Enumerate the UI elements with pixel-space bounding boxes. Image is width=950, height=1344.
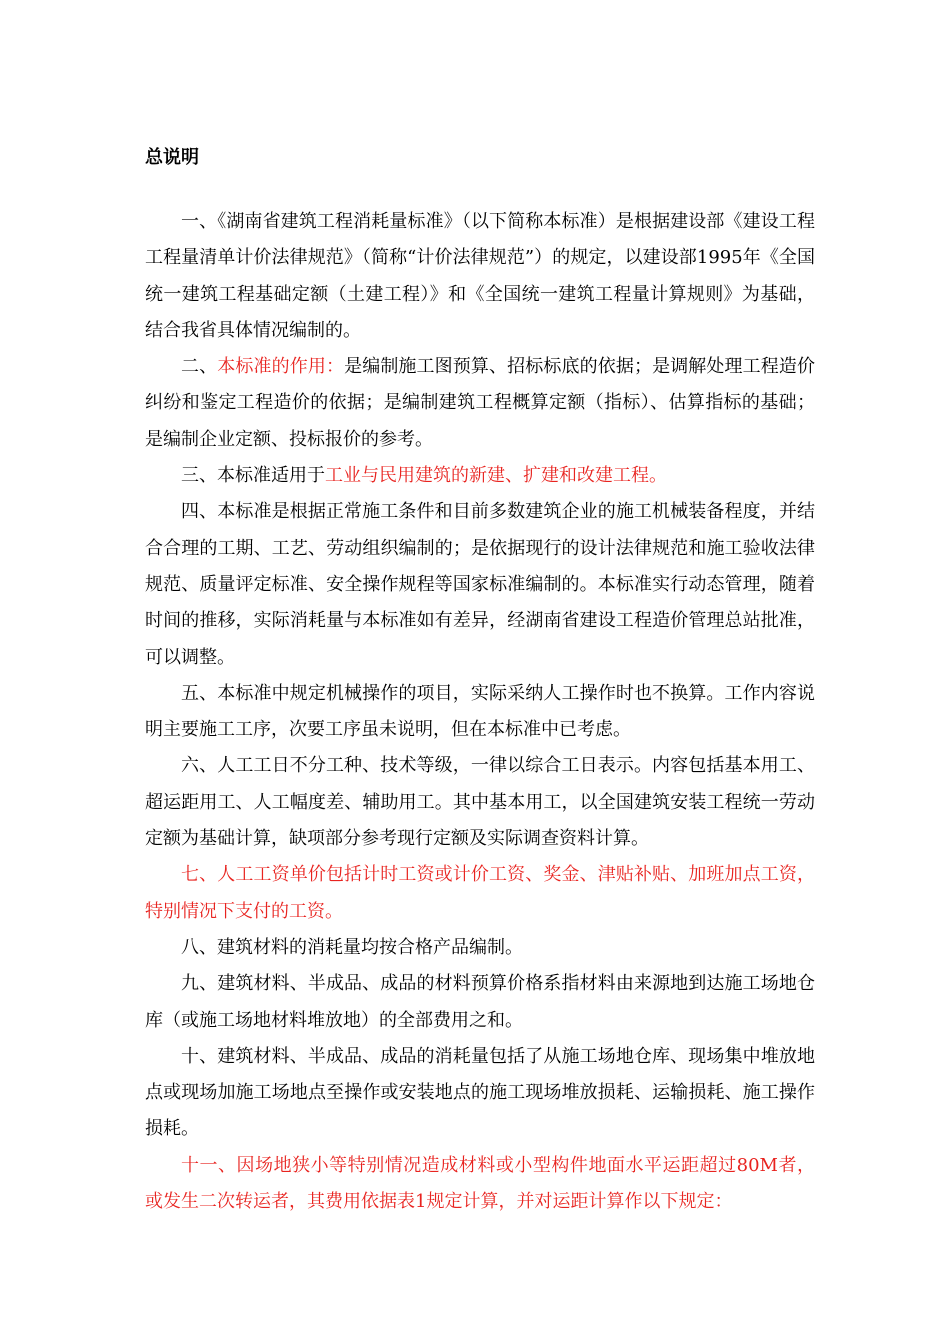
paragraph-7: [145, 857, 815, 930]
paragraph-text: 六、人工工日不分工种、技术等级，一律以综合工日表示。内容包括基本用工、超运距用工、人工幅度差、辅助用工。其中基本用工，以全国建筑安装工程统一劳动定额为基础计算，缺项部分参考现行定额及实际调查资料计算。: [145, 755, 815, 850]
paragraph-text: 是编制施工图预算、招标标底的依据；是调解处理工程造价纠纷和鉴定工程造价的依据；是编制建筑工程概算定额（指标）、估算指标的基础；是编制企业定额、投标报价的参考。: [145, 356, 816, 450]
paragraph-9: [145, 966, 815, 1039]
paragraph-text: 九、建筑材料、半成品、成品的材料预算价格系指材料由来源地到达施工场地仓库（或施工场地材料堆放地）的全部费用之和。: [145, 973, 815, 1031]
paragraph-4: [145, 494, 815, 675]
paragraph-11: [145, 1148, 815, 1221]
paragraph-text: 八、建筑材料的消耗量均按合格产品编制。: [181, 936, 523, 958]
paragraph-text: 二、: [181, 356, 218, 378]
highlighted-text: 工业与民用建筑的新建、扩建和改建工程。: [325, 465, 667, 487]
highlighted-text: 七、人工工资单价包括计时工资或计价工资、奖金、津贴补贴、加班加点工资，特别情况下支付的工资。: [145, 864, 815, 922]
paragraph-2: [145, 349, 815, 458]
paragraph-8: [145, 930, 815, 966]
document-body: [145, 204, 815, 1220]
paragraph-5: [145, 676, 815, 749]
paragraph-text: 四、本标准是根据正常施工条件和目前多数建筑企业的施工机械装备程度，并结合合理的工期、工艺、劳动组织编制的；是依据现行的设计法律规范和施工验收法律规范、质量评定标准、安全操作规程等国家标准编制的。本标准实行动态管理，随着时间的推移，实际消耗量与本标准如有差异，经湖南省建设工程造价管理总站批准，可以调整。: [145, 501, 815, 668]
page-title: 总说明: [145, 147, 199, 168]
paragraph-text: 一、《湖南省建筑工程消耗量标准》（以下简称本标准）是根据建设部《建设工程工程量清单计价法律规范》（简称“计价法律规范”）的规定，以建设部1995年《全国统一建筑工程基础定额（土建工程）》和《全国统一建筑工程量计算规则》为基础，结合我省具体情况编制的。: [145, 211, 815, 341]
paragraph-6: [145, 748, 815, 857]
paragraph-10: [145, 1039, 815, 1148]
paragraph-text: 五、本标准中规定机械操作的项目，实际采纳人工操作时也不换算。工作内容说明主要施工工序，次要工序虽未说明，但在本标准中已考虑。: [145, 682, 815, 741]
paragraph-3: [145, 458, 815, 494]
paragraph-1: [145, 204, 815, 349]
paragraph-text: 三、本标准适用于: [181, 465, 325, 487]
paragraph-text: 十、建筑材料、半成品、成品的消耗量包括了从施工场地仓库、现场集中堆放地点或现场加施工场地点至操作或安装地点的施工现场堆放损耗、运输损耗、施工操作损耗。: [145, 1045, 815, 1140]
highlighted-text: 本标准的作用：: [217, 356, 345, 378]
highlighted-text: 十一、因场地狭小等特别情况造成材料或小型构件地面水平运距超过80M者，或发生二次转运者，其费用依据表1规定计算，并对运距计算作以下规定：: [145, 1154, 815, 1213]
